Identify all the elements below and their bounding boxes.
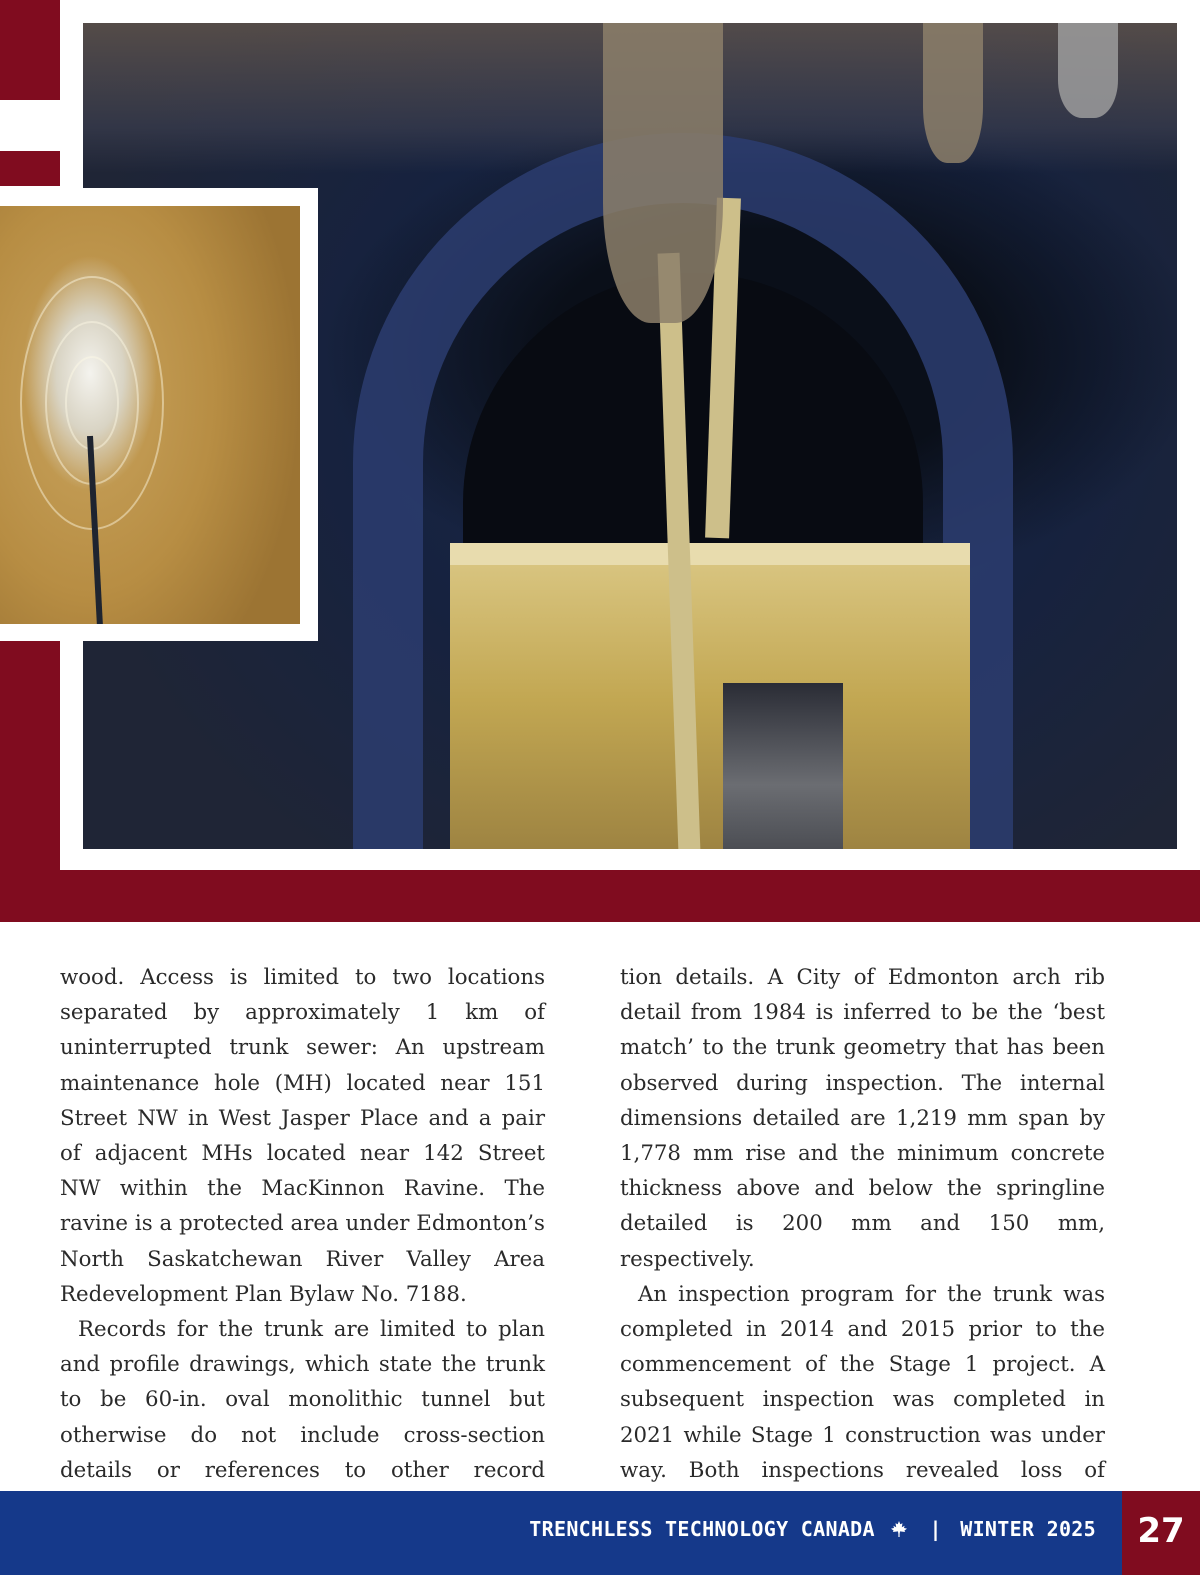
- article-column-right: [620, 960, 1105, 1523]
- footer-credit: [529, 1491, 1096, 1575]
- paragraph: wood. Access is limited to two locations separated by approximately 1 km of uninterrupted trunk sewer: An upstream maintenance hole (MH) located near 151 Street NW in West Jasper Place and a pair of adjacent MHs located near 142 Street NW within the MacKinnon Ravine. The ravine is a protected area under Edmonton’s North Saskatchewan River Valley Area Redevelopment Plan Bylaw No. 7188.: [60, 965, 545, 1307]
- plywood-bulkhead: [450, 543, 970, 849]
- page-number-box: [1122, 1491, 1200, 1575]
- article-column-left: [60, 960, 545, 1523]
- hanging-debris-far-right: [1058, 23, 1118, 118]
- hanging-debris-right: [923, 23, 983, 163]
- accent-block-mid: [0, 151, 60, 186]
- accent-block-top: [0, 0, 60, 100]
- accent-band: [0, 870, 1200, 922]
- page-footer: [0, 1491, 1200, 1575]
- footer-separator: |: [929, 1517, 942, 1541]
- paragraph: tion details. A City of Edmonton arch rib detail from 1984 is inferred to be the ‘best match’ to the trunk geometry that has been observed during inspection. The internal dimensions detailed are 1,219 mm span by 1,778 mm rise and the minimum concrete thickness above and below the springline detailed is 200 mm and 150 mm, respectively.: [620, 965, 1105, 1272]
- paragraph: Records for the trunk are limited to plan and profile drawings, which state the trunk to be 60-in. oval monolithic tunnel but otherwise do not include cross-section details or references to other record: [60, 1317, 545, 1483]
- publication-name: TRENCHLESS TECHNOLOGY CANADA: [529, 1517, 875, 1541]
- issue-label: WINTER 2025: [960, 1517, 1096, 1541]
- accent-block-left: [0, 641, 60, 871]
- paragraph: An inspection program for the trunk was completed in 2014 and 2015 prior to the commencement of the Stage 1 project. A subsequent inspection was completed in 2021 while Stage 1 construction was under way. Both inspections revealed loss of: [620, 1281, 1105, 1483]
- rehabilitated-tunnel-interior-photo: [0, 206, 300, 624]
- page-number: 27: [1137, 1511, 1185, 1551]
- hanging-debris-left: [603, 23, 723, 323]
- bulkhead-flow-gap: [723, 683, 843, 849]
- maple-leaf-icon: [891, 1492, 907, 1568]
